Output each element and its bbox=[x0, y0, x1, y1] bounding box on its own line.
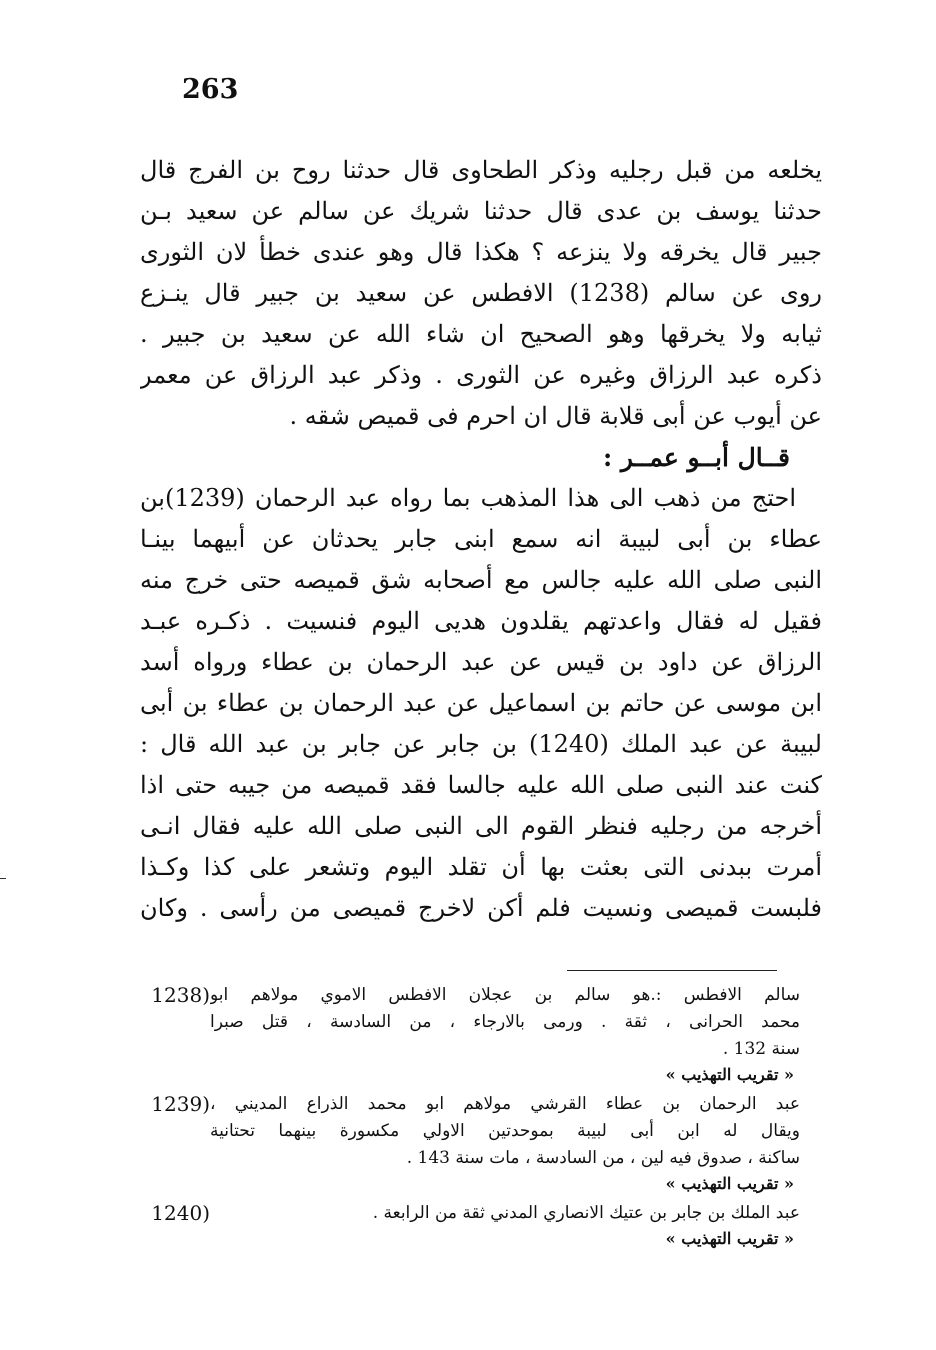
footnote-body bbox=[210, 1200, 818, 1251]
text-line: الرزاق عن داود بن قيس عن عبد الرحمان بن عطاء ورواه أسد bbox=[140, 648, 822, 676]
footnote-1240 bbox=[148, 1200, 818, 1251]
footnote-line: سالم الافطس :.هو سالم بن عجلان الافطس الاموي مولاهم ابو bbox=[210, 985, 800, 1005]
footnote-line: ساكنة ، صدوق فيه لين ، من السادسة ، مات سنة 143 . bbox=[406, 1148, 800, 1168]
footnote-1239 bbox=[148, 1091, 818, 1196]
text-line: ذكره عبد الرزاق وغيره عن الثورى . وذكر عبد الرزاق عن معمر bbox=[140, 361, 822, 389]
text-line: يخلعه من قبل رجليه وذكر الطحاوى قال حدثنا روح بن الفرج قال bbox=[140, 156, 822, 184]
footnote-number: 1239) bbox=[151, 1092, 210, 1116]
footnote-line: عبد الملك بن جابر بن عتيك الانصاري المدني ثقة من الرابعة . bbox=[372, 1203, 800, 1223]
footnote-number: 1240) bbox=[151, 1201, 210, 1225]
text-line: فلبست قميصى ونسيت فلم أكن لاخرج قميصى من رأسى . وكان bbox=[140, 894, 822, 922]
footnote-line: ويقال له ابن أبى لبيبة بموحدتين الاولي مكسورة بينهما تحتانية bbox=[210, 1121, 800, 1141]
margin-mark bbox=[0, 878, 6, 879]
text-line: أمرت ببدنى التى بعثت بها أن تقلد اليوم وتشعر على كذا وكـذا bbox=[140, 853, 822, 881]
text-line: لبيبة عن عبد الملك (1240) بن جابر عن جابر بن عبد الله قال : bbox=[140, 730, 822, 758]
footnote-number: 1238) bbox=[151, 983, 210, 1007]
footnote-body bbox=[210, 982, 818, 1087]
text-line: روى عن سالم (1238) الافطس عن سعيد بن جبير قال ينـزع bbox=[140, 279, 822, 307]
text-line: أخرجه من رجليه فنظر القوم الى النبى صلى الله عليه فقال انـى bbox=[140, 812, 822, 840]
text-line: جبير قال يخرقه ولا ينزعه ؟ هكذا قال وهو عندى خطأ لان الثورى bbox=[140, 238, 822, 266]
text-line: كنت عند النبى صلى الله عليه جالسا فقد قميصه من جيبه حتى اذا bbox=[140, 771, 822, 799]
footnote-source: « تقريب التهذيب » bbox=[665, 1065, 794, 1084]
text-line: ثيابه ولا يخرقها وهو الصحيح ان شاء الله عن سعيد بن جبير . bbox=[140, 320, 822, 348]
section-heading: قــال أبــو عمــر : bbox=[603, 443, 790, 472]
main-text bbox=[140, 150, 822, 929]
footnote-source: « تقريب التهذيب » bbox=[665, 1229, 794, 1248]
page-number: 263 bbox=[182, 74, 239, 105]
footnote-1238 bbox=[148, 982, 818, 1087]
text-line: النبى صلى الله عليه جالس مع أصحابه شق قميصه حتى خرج منه bbox=[140, 566, 822, 594]
text-line: عن أيوب عن أبى قلابة قال ان احرم فى قميص شقه . bbox=[289, 402, 822, 430]
footnotes bbox=[148, 982, 818, 1255]
text-line: حدثنا يوسف بن عدى قال حدثنا شريك عن سالم عن سعيد بـن bbox=[140, 197, 822, 225]
footnote-line: محمد الحرانى ، ثقة . ورمى بالارجاء ، من السادسة ، قتل صبرا bbox=[210, 1012, 800, 1032]
footnote-line: عبد الرحمان بن عطاء القرشي مولاهم ابو محمد الذراع المديني ، bbox=[210, 1094, 800, 1114]
text-line: عطاء بن أبى لبيبة انه سمع ابنى جابر يحدثان عن أبيهما بينـا bbox=[140, 525, 822, 553]
footnote-divider bbox=[567, 970, 777, 971]
footnote-source: « تقريب التهذيب » bbox=[665, 1174, 794, 1193]
text-line: ابن موسى عن حاتم بن اسماعيل عن عبد الرحمان بن عطاء بن أبى bbox=[140, 689, 822, 717]
text-line: فقيل له فقال واعدتهم يقلدون هديى اليوم فنسيت . ذكـره عبـد bbox=[140, 607, 822, 635]
footnote-body bbox=[210, 1091, 818, 1196]
footnote-line: سنة 132 . bbox=[722, 1039, 800, 1059]
text-line: احتج من ذهب الى هذا المذهب بما رواه عبد الرحمان (1239)بن bbox=[140, 484, 796, 512]
